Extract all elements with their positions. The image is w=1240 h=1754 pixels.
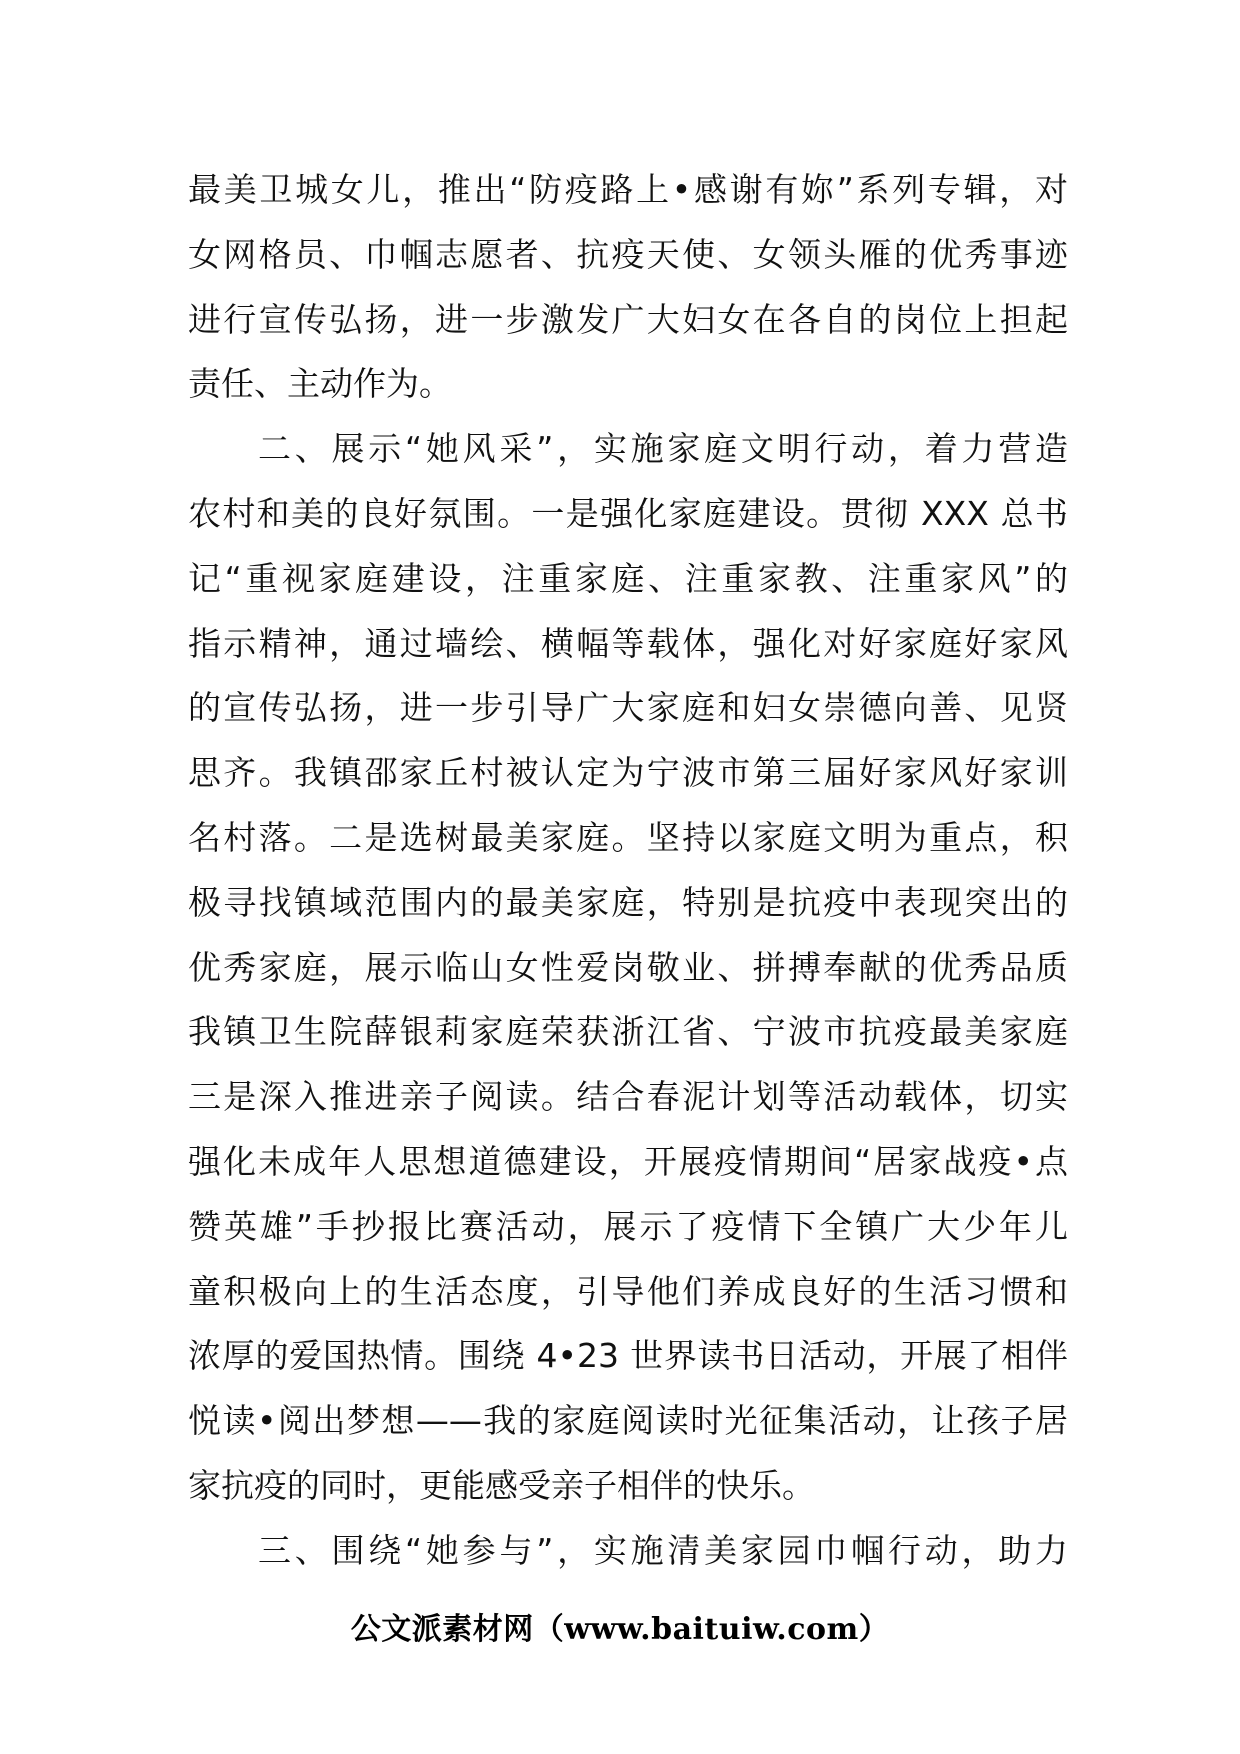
- paragraph-line: 进行宣传弘扬，进一步激发广大妇女在各自的岗位上担起: [188, 299, 1068, 339]
- paragraph-line: 农村和美的良好氛围。一是强化家庭建设。贯彻 XXX 总书: [188, 493, 1068, 533]
- section-heading-line: 二、展示“她风采”，实施家庭文明行动，着力营造: [258, 429, 1068, 469]
- paragraph-line: 记“重视家庭建设，注重家庭、注重家教、注重家风”的: [188, 558, 1068, 598]
- document-body: [188, 158, 1068, 1584]
- paragraph-line: 女网格员、巾帼志愿者、抗疫天使、女领头雁的优秀事迹: [188, 234, 1068, 274]
- paragraph-line: 思齐。我镇邵家丘村被认定为宁波市第三届好家风好家训: [188, 753, 1068, 793]
- paragraph-line: 童积极向上的生活态度，引导他们养成良好的生活习惯和: [188, 1271, 1068, 1311]
- paragraph-line: 最美卫城女儿，推出“防疫路上•感谢有妳”系列专辑，对: [188, 170, 1068, 209]
- paragraph-line: 强化未成年人思想道德建设，开展疫情期间“居家战疫•点: [188, 1141, 1068, 1181]
- paragraph-line: 赞英雄”手抄报比赛活动，展示了疫情下全镇广大少年儿: [188, 1206, 1068, 1246]
- paragraph-line: 家抗疫的同时，更能感受亲子相伴的快乐。: [188, 1465, 815, 1505]
- paragraph-line: 悦读•阅出梦想——我的家庭阅读时光征集活动，让孩子居: [188, 1401, 1068, 1441]
- paragraph-line: 的宣传弘扬，进一步引导广大家庭和妇女崇德向善、见贤: [188, 688, 1068, 728]
- section-heading-line: 三、围绕“她参与”，实施清美家园巾帼行动，助力: [258, 1530, 1068, 1570]
- paragraph-line: 极寻找镇域范围内的最美家庭，特别是抗疫中表现突出的: [188, 882, 1068, 922]
- paragraph-line: 三是深入推进亲子阅读。结合春泥计划等活动载体，切实: [188, 1077, 1068, 1117]
- paragraph-line: 名村落。二是选树最美家庭。坚持以家庭文明为重点，积: [188, 817, 1068, 857]
- paragraph-line: 责任、主动作为。: [188, 364, 452, 404]
- paragraph-line: 我镇卫生院薛银莉家庭荣获浙江省、宁波市抗疫最美家庭: [188, 1012, 1068, 1052]
- paragraph-line: 优秀家庭，展示临山女性爱岗敬业、拼搏奉献的优秀品质: [188, 947, 1068, 987]
- paragraph-line: 浓厚的爱国热情。围绕 4•23 世界读书日活动，开展了相伴: [188, 1336, 1068, 1376]
- footer-watermark: 公文派素材网（www.baituiw.com）: [350, 1612, 890, 1647]
- paragraph-line: 指示精神，通过墙绘、横幅等载体，强化对好家庭好家风: [188, 623, 1068, 663]
